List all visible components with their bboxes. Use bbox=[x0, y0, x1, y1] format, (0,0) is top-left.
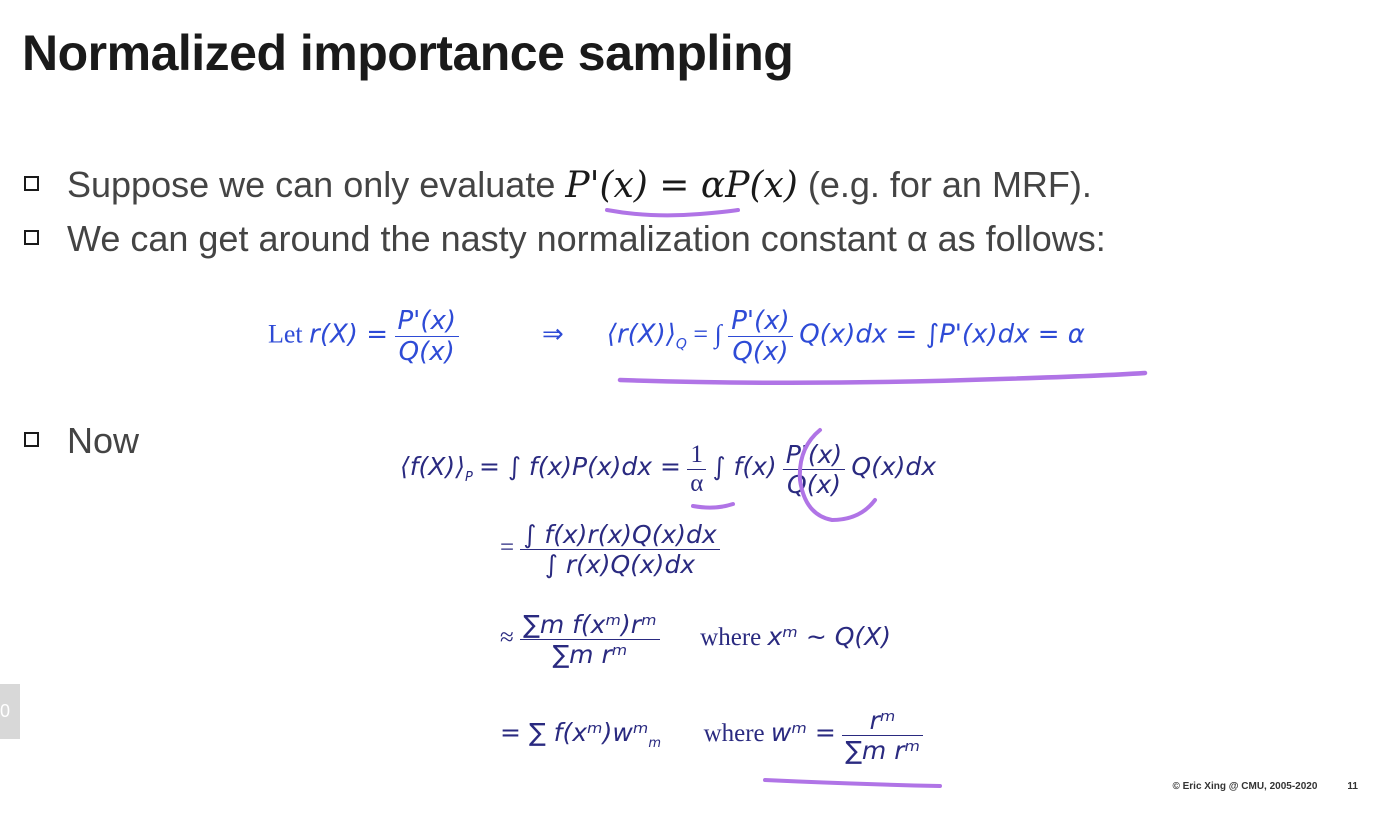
eq2-line3-where: where bbox=[700, 624, 762, 652]
bullet-2-text: We can get around the nasty normalization constant α as follows: bbox=[67, 218, 1106, 259]
eq2-line4 bbox=[500, 706, 923, 765]
eq2-line1-alpha-frac: $\frac{1}{\alpha}$ bbox=[687, 441, 706, 498]
bullet-1-pre: Suppose we can only evaluate bbox=[67, 164, 566, 205]
eq2-line1-c: ∫ f(x) bbox=[712, 452, 777, 482]
eq1-rhs-post: Q(x)dx = ∫P'(x)dx = α bbox=[799, 319, 1085, 350]
footer-page-number: 11 bbox=[1347, 781, 1358, 792]
eq2-line4-where: where bbox=[703, 720, 765, 748]
eq2-line2: = $\frac{\int f(x)r(x)Q(x)dx}{\int r(x)Q(x)dx}$ bbox=[500, 520, 720, 579]
eq2-line1-a: ⟨f(X)⟩ bbox=[400, 452, 465, 482]
bullet-3-text: Now bbox=[67, 420, 140, 461]
eq2-line1-d: Q(x)dx bbox=[851, 452, 937, 482]
bullet-1-post: (e.g. for an MRF). bbox=[797, 164, 1092, 205]
ink-underline-eq1 bbox=[620, 373, 1145, 383]
eq2-line2-frac: $\frac{\int f(x)r(x)Q(x)dx}{\int r(x)Q(x)dx}$ bbox=[520, 520, 719, 579]
eq2-line1-b: = ∫ f(x)P(x)dx = bbox=[479, 452, 681, 482]
eq2-line4-a: = ∑ f(xᵐ)wᵐ bbox=[500, 718, 649, 748]
bullet-2 bbox=[24, 218, 1106, 260]
slide-footer bbox=[1172, 781, 1358, 792]
eq1-rhs-pre: ⟨r(X)⟩ bbox=[606, 319, 676, 350]
ink-underline-weights bbox=[765, 780, 940, 786]
eq2-line4-sub: m bbox=[648, 736, 662, 752]
eq1-let: Let bbox=[268, 319, 303, 349]
eq1-rhs-sub: Q bbox=[675, 336, 687, 353]
bullet-1-math: P'(x) = αP(x) bbox=[565, 165, 798, 206]
bullet-marker bbox=[24, 230, 39, 245]
bullet-1 bbox=[24, 164, 1092, 206]
footer-credit: © Eric Xing @ CMU, 2005-2020 bbox=[1172, 781, 1318, 792]
eq2-line4-frac: $\frac{\text{rᵐ}}{\text{∑m rᵐ}}$ bbox=[842, 706, 923, 765]
bullet-3 bbox=[24, 420, 139, 462]
eq1-rhs-fraction: $\frac{P'(x)}{Q(x)}$ bbox=[728, 306, 793, 367]
ink-underline-p-prime bbox=[607, 210, 738, 215]
slide-title: Normalized importance sampling bbox=[22, 25, 794, 81]
bullet-marker bbox=[24, 432, 39, 447]
eq2-line1-ratio: $\frac{P'(x)}{Q(x)}$ bbox=[783, 440, 845, 499]
eq1-rhs-mid: = ∫ bbox=[693, 319, 722, 349]
eq2-line1 bbox=[400, 440, 936, 499]
eq2-line3-cond: xᵐ ~ Q(X) bbox=[767, 622, 892, 652]
side-page-number: 0 bbox=[0, 684, 20, 739]
eq2-line3-frac: $\frac{\text{∑m f(xᵐ)rᵐ}}{\text{∑m rᵐ}}$ bbox=[520, 610, 660, 669]
ink-underline-alpha bbox=[693, 504, 733, 508]
eq1-lhs: r(X) = bbox=[309, 319, 388, 350]
eq1-implies: ⇒ bbox=[542, 319, 564, 349]
eq2-line4-b: wᵐ = bbox=[770, 718, 836, 748]
equation-let-r bbox=[268, 306, 1085, 367]
eq1-fraction: $\frac{P'(x)}{Q(x)}$ bbox=[395, 306, 460, 367]
eq2-line1-sub: P bbox=[464, 470, 473, 486]
bullet-marker bbox=[24, 176, 39, 191]
eq2-line3: ≈ $\frac{\text{∑m f(xᵐ)rᵐ}}{\text{∑m rᵐ}}$ where xᵐ ~ Q(X) bbox=[500, 610, 892, 669]
